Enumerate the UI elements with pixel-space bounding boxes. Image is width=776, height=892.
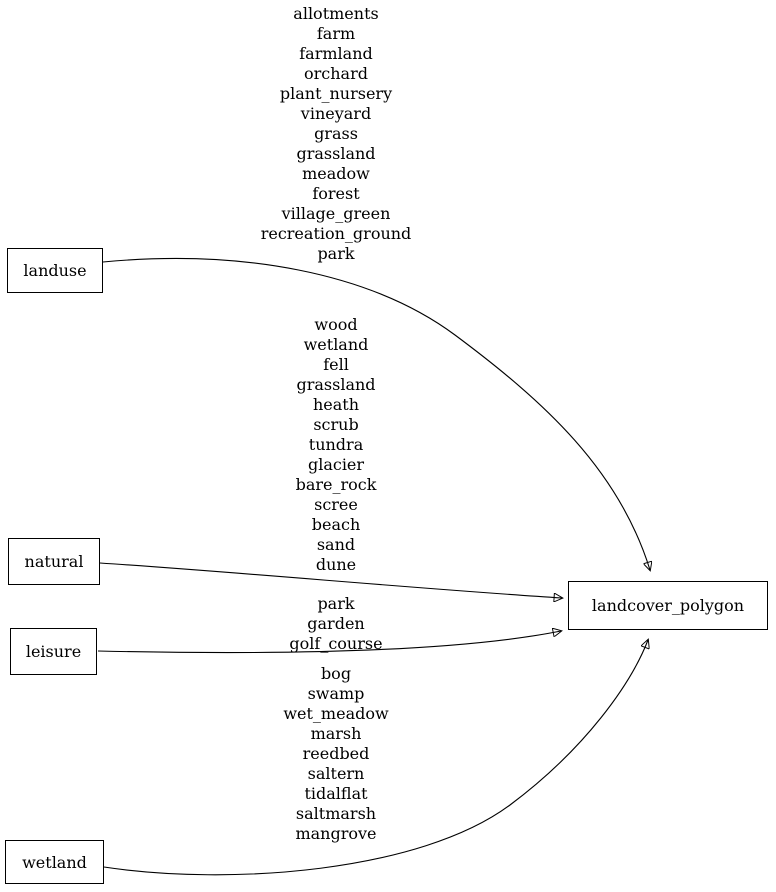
edge-label-line: mangrove xyxy=(295,824,377,843)
edge-label-line: meadow xyxy=(302,164,370,183)
edge-label-line: scree xyxy=(314,495,358,514)
edge-label-line: allotments xyxy=(293,4,379,23)
edge-label-line: farm xyxy=(316,24,356,43)
edge-label-line: bare_rock xyxy=(295,475,377,494)
edge-label-line: golf_course xyxy=(289,634,383,653)
edge-label-line: beach xyxy=(311,515,361,534)
edge-label-line: tidalflat xyxy=(304,784,368,803)
edge-label-landuse-values xyxy=(196,4,476,264)
edge-label-line: dune xyxy=(315,555,357,574)
edge-label-line: wood xyxy=(314,315,358,334)
node-wetland-label: wetland xyxy=(22,852,87,872)
edge-label-line: fell xyxy=(323,355,349,374)
node-leisure xyxy=(10,628,97,675)
edge-label-line: farmland xyxy=(299,44,373,63)
edge-label-line: bog xyxy=(320,664,352,683)
node-landcover_polygon-label: landcover_polygon xyxy=(591,596,745,615)
edge-label-line: park xyxy=(317,594,355,613)
node-landuse xyxy=(7,248,103,293)
node-landuse-label: landuse xyxy=(23,261,87,280)
node-wetland xyxy=(5,840,104,884)
node-natural xyxy=(8,538,100,585)
edge-label-line: recreation_ground xyxy=(260,224,412,243)
edge-label-line: saltern xyxy=(307,764,365,783)
edge-label-line: park xyxy=(317,244,355,263)
edge-label-wetland-values xyxy=(196,664,476,844)
node-natural-label: natural xyxy=(24,552,84,571)
edge-label-line: orchard xyxy=(304,64,368,83)
edge-label-line: scrub xyxy=(313,415,359,434)
edge-label-line: heath xyxy=(312,395,360,414)
edge-label-line: marsh xyxy=(310,724,362,743)
edge-label-line: grass xyxy=(314,124,358,143)
node-landcover_polygon xyxy=(568,581,768,630)
edge-label-line: saltmarsh xyxy=(295,804,377,823)
edge-label-leisure-values xyxy=(196,594,476,654)
edge-label-line: swamp xyxy=(307,684,365,703)
edge-label-line: tundra xyxy=(308,435,364,454)
edge-label-line: wetland xyxy=(303,335,369,354)
edge-label-line: sand xyxy=(316,535,356,554)
edge-label-line: wet_meadow xyxy=(283,704,389,723)
edge-label-line: village_green xyxy=(281,204,391,223)
edge-label-line: forest xyxy=(312,184,360,203)
edge-label-line: glacier xyxy=(307,455,365,474)
edge-label-line: vineyard xyxy=(300,104,372,123)
edge-label-line: grassland xyxy=(296,375,376,394)
edge-label-natural-values xyxy=(196,315,476,575)
edge-label-line: plant_nursery xyxy=(279,84,393,103)
edge-label-line: garden xyxy=(307,614,365,633)
edge-label-line: grassland xyxy=(296,144,376,163)
node-leisure-label: leisure xyxy=(25,642,82,661)
edge-label-line: reedbed xyxy=(302,744,370,763)
